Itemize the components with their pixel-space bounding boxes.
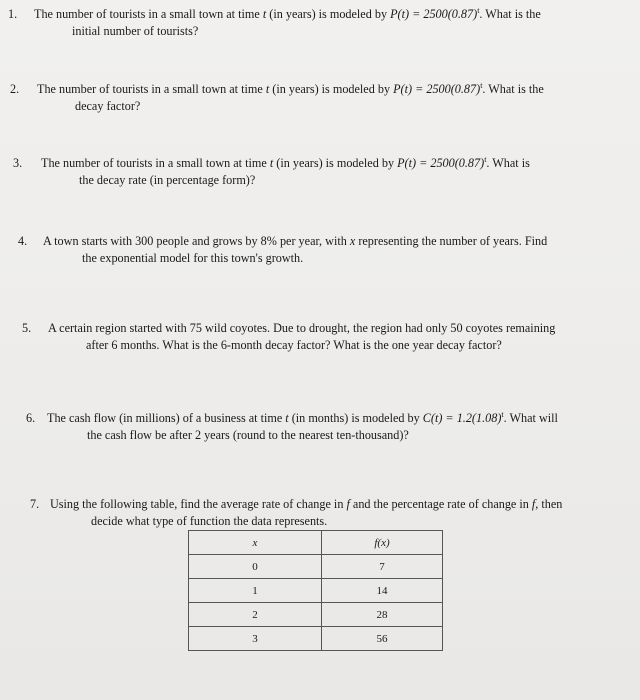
question-number: 4. (18, 234, 28, 248)
table-row (189, 579, 443, 603)
question-text-line1: A certain region started with 75 wild coyotes. Due to drought, the region had only 50 coyotes remaining (48, 321, 556, 335)
question-number: 1. (8, 7, 18, 21)
table-row (189, 555, 443, 579)
question-number: 2. (10, 82, 20, 96)
table-row (189, 603, 443, 627)
cell-fx: 56 (322, 627, 443, 651)
cell-fx: 7 (322, 555, 443, 579)
model-formula: P(t) = 2500(0.87) (390, 7, 478, 21)
table-header-row (189, 531, 443, 555)
question-number: 6. (26, 411, 36, 425)
question-number: 3. (13, 156, 23, 170)
question-text-line2: decay factor? (75, 99, 141, 113)
question-text-line2: the cash flow be after 2 years (round to the nearest ten-thousand)? (87, 428, 409, 442)
data-table-wrapper (188, 530, 443, 651)
model-formula: C(t) = 1.2(1.08) (422, 411, 502, 425)
cell-x: 1 (189, 579, 322, 603)
question-text-line1: The number of tourists in a small town at time t (in years) is modeled by $P(t) = 2500(0.87)^t$. What is the (37, 80, 544, 96)
question-text-line1: Using the following table, find the average rate of change in f and the percentage rate of change in f, then (50, 497, 563, 511)
question-number: 5. (22, 321, 32, 335)
question-text-line1: A town starts with 300 people and grows by 8% per year, with x representing the number of years. Find (43, 234, 548, 248)
cell-x: 3 (189, 627, 322, 651)
question-text-line2: decide what type of function the data represents. (91, 514, 328, 528)
table-row (189, 627, 443, 651)
question-text-line2: the decay rate (in percentage form)? (79, 173, 256, 187)
model-formula: P(t) = 2500(0.87) (397, 156, 485, 170)
cell-x: 0 (189, 555, 322, 579)
question-text-line1: The cash flow (in millions) of a business at time t (in months) is modeled by $C(t) = 1.2(1.08)^t$. What will (47, 409, 558, 425)
question-text-line1: The number of tourists in a small town at time t (in years) is modeled by $P(t) = 2500(0.87)^t$. What is the (34, 5, 541, 21)
header-x: x (189, 531, 322, 555)
model-formula: P(t) = 2500(0.87) (393, 82, 481, 96)
question-number: 7. (30, 497, 40, 511)
cell-fx: 14 (322, 579, 443, 603)
cell-fx: 28 (322, 603, 443, 627)
question-text-line2: initial number of tourists? (72, 24, 199, 38)
data-table (188, 530, 443, 651)
question-text-line1: The number of tourists in a small town at time t (in years) is modeled by $P(t) = 2500(0.87)^t$. What is (41, 154, 530, 170)
question-text-line2: the exponential model for this town's growth. (82, 251, 304, 265)
cell-x: 2 (189, 603, 322, 627)
question-text-line2: after 6 months. What is the 6-month decay factor? What is the one year decay factor? (86, 338, 502, 352)
header-fx: f(x) (322, 531, 443, 555)
